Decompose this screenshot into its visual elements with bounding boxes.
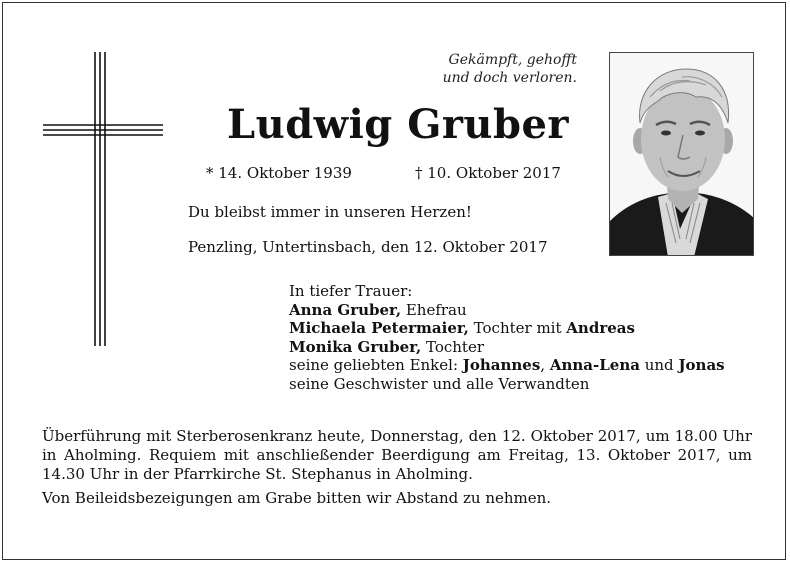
mourner-name: Anna Gruber, xyxy=(289,300,402,319)
birth-date: * 14. Oktober 1939 xyxy=(206,164,352,182)
mourner-anna xyxy=(289,301,725,320)
motto-line-1: Gekämpft, gehofft xyxy=(448,52,577,68)
motto-line-2: und doch verloren. xyxy=(442,70,577,86)
grandchild-name: Johannes xyxy=(462,356,541,375)
funeral-details: Überführung mit Sterberosenkranz heute, Donnerstag, den 12. Oktober 2017, um 18.00 Uhr in Aholming. Requiem mit anschließender Beerdigung am Freitag, 13. Oktober 2017, um 14.30 Uhr in der Pfarrkirche St. Stephanus in Aholming. xyxy=(42,427,752,483)
grandchildren-label: seine geliebten Enkel: xyxy=(289,356,463,375)
mourner-name: Michaela Petermaier, xyxy=(289,319,469,338)
deceased-name: Ludwig Gruber xyxy=(227,101,570,148)
mourner-monika xyxy=(289,338,725,357)
mourners-heading: In tiefer Trauer: xyxy=(289,282,413,300)
mourner-relation: Ehefrau xyxy=(401,300,467,319)
mourner-relation: Tochter xyxy=(421,337,485,356)
condolence-note: Von Beileidsbezeigungen am Grabe bitten wir Abstand zu nehmen. xyxy=(42,489,552,507)
death-date: † 10. Oktober 2017 xyxy=(415,164,561,182)
place-date-line: Penzling, Untertinsbach, den 12. Oktober 2017 xyxy=(188,238,548,256)
mourner-grandchildren xyxy=(289,356,725,375)
cross-icon xyxy=(42,50,166,348)
grandchild-name: Anna-Lena xyxy=(549,356,640,375)
motto xyxy=(413,51,577,87)
separator: und xyxy=(639,356,679,375)
portrait-photo xyxy=(609,52,754,256)
mourner-michaela xyxy=(289,319,725,338)
obituary-notice xyxy=(2,2,786,560)
grandchild-name: Jonas xyxy=(678,356,725,375)
mourner-name: Monika Gruber, xyxy=(289,337,422,356)
mourners-list xyxy=(289,282,725,394)
farewell-line: Du bleibst immer in unseren Herzen! xyxy=(188,203,472,221)
mourner-relation: Tochter mit xyxy=(468,319,567,338)
mourner-child-name: Andreas xyxy=(566,319,635,338)
separator: , xyxy=(540,356,550,375)
mourner-siblings: seine Geschwister und alle Verwandten xyxy=(289,374,590,393)
